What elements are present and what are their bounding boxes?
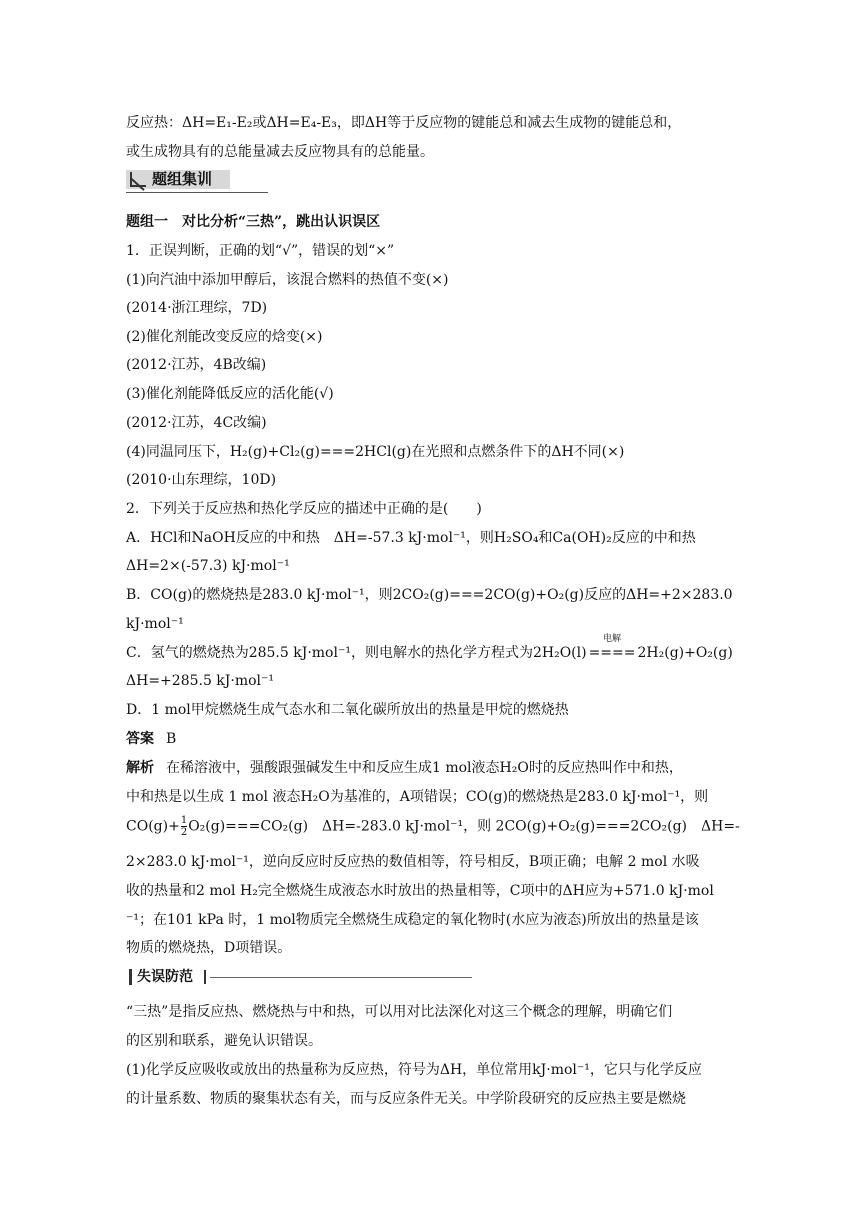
answer-line [126,729,746,749]
q1-item-1: (1)向汽油中添加甲醇后，该混合燃料的热值不变(×) [126,272,449,288]
tips-p1-line-2: 的区别和联系，避免认识错误。 [126,1033,322,1049]
q2-option-a-line-2: ΔH=2×(-57.3) kJ·mol⁻¹ [126,558,290,574]
fraction-denominator: 2 [180,827,188,838]
diagonal-corner-icon [130,172,146,187]
electrolysis-label: 电解 [603,634,622,644]
tips-marker [129,969,132,985]
q2-option-c-text-b: 2H₂(g)+O₂(g) [637,645,733,661]
tips-rule [210,977,472,978]
group-title: 题组一 对比分析“三热”，跳出认识误区 [126,214,381,230]
section-underline [126,192,268,193]
tips-header [126,967,472,987]
q1-item-2: (2)催化剂能改变反应的焓变(×) [126,329,323,345]
intro-line-2: 或生成物具有的总能量减去反应物具有的总能量。 [126,144,434,160]
electrolysis-equals: ==== [588,645,636,661]
analysis-line-6: ⁻¹；在101 kPa 时，1 mol物质完全燃烧生成稳定的氧化物时(水应为液态)所放出的热量是该 [126,912,699,928]
section-header [126,166,268,192]
q2-stem: 2．下列关于反应热和热化学反应的描述中正确的是( ) [126,501,482,517]
q2-option-c-line-1 [126,634,746,663]
one-half-fraction [181,815,187,838]
analysis-label: 解析 [126,760,154,776]
q1-item-4-source: (2010·山东理综，10D) [126,472,277,488]
section-title: 题组集训 [152,170,213,188]
analysis-text-3a: CO(g)+ [126,818,180,835]
q2-option-a-line-1: A．HCl和NaOH反应的中和热 ΔH=-57.3 kJ·mol⁻¹，则H₂SO₄和Ca(OH)₂反应的中和热 [126,530,696,546]
q1-item-4: (4)同温同压下，H₂(g)+Cl₂(g)===2HCl(g)在光照和点燃条件下的ΔH不同(×) [126,444,625,460]
q1-item-3: (3)催化剂能降低反应的活化能(√) [126,386,334,402]
analysis-line-3 [126,815,746,841]
intro-line-1: 反应热：ΔH=E₁-E₂或ΔH=E₄-E₃，即ΔH等于反应物的键能总和减去生成物的键能总和， [126,115,682,131]
tips-p1-line-1: “三热”是指反应热、燃烧热与中和热，可以用对比法深化对这三个概念的理解，明确它们 [126,1004,673,1020]
fraction-numerator: 1 [180,815,188,826]
q2-option-d: D．1 mol甲烷燃烧生成气态水和二氧化碳所放出的热量是甲烷的燃烧热 [126,702,569,718]
tips-p2-line-2: 的计量系数、物质的聚集状态有关，而与反应条件无关。中学阶段研究的反应热主要是燃烧 [126,1091,686,1107]
analysis-line-5: 收的热量和2 mol H₂完全燃烧生成液态水时放出的热量相等，C项中的ΔH应为+571.0 kJ·mol [126,883,714,899]
tips-title: 失误防范 [137,969,193,985]
analysis-line-7: 物质的燃烧热，D项错误。 [126,940,292,956]
analysis-text-1: 在稀溶液中，强酸跟强碱发生中和反应生成1 mol液态H₂O时的反应热叫作中和热， [166,760,683,776]
q1-item-1-source: (2014·浙江理综，7D) [126,300,268,316]
q2-option-c-line-2: ΔH=+285.5 kJ·mol⁻¹ [126,673,275,689]
answer-label: 答案 [126,731,154,747]
q2-option-b-line-1: B．CO(g)的燃烧热是283.0 kJ·mol⁻¹，则2CO₂(g)===2CO(g)+O₂(g)反应的ΔH=+2×283.0 [126,587,733,603]
answer-value: B [166,731,177,747]
q2-option-b-line-2: kJ·mol⁻¹ [126,616,184,632]
tips-separator [204,970,206,984]
tips-p2-line-1: (1)化学反应吸收或放出的热量称为反应热，符号为ΔH，单位常用kJ·mol⁻¹，它只与化学反应 [126,1062,702,1078]
q2-option-c-text-a: C．氢气的燃烧热为285.5 kJ·mol⁻¹，则电解水的热化学方程式为2H₂O(l) [126,645,587,661]
q1-item-3-source: (2012·江苏，4C改编) [126,415,267,431]
q1-stem: 1．正误判断，正确的划“√”，错误的划“×” [126,243,395,259]
analysis-line-1 [126,758,746,778]
electrolysis-arrow [587,634,638,663]
q1-item-2-source: (2012·江苏，4B改编) [126,357,267,373]
analysis-line-2: 中和热是以生成 1 mol 液态H₂O为基准的，A项错误；CO(g)的燃烧热是283.0 kJ·mol⁻¹，则 [126,789,709,805]
analysis-text-3b: O₂(g)===CO₂(g) ΔH=-283.0 kJ·mol⁻¹，则 2CO(g)+O₂(g)===2CO₂(g) ΔH=- [188,818,740,835]
analysis-line-4: 2×283.0 kJ·mol⁻¹，逆向反应时反应热的数值相等，符号相反，B项正确；电解 2 mol 水吸 [126,854,700,870]
